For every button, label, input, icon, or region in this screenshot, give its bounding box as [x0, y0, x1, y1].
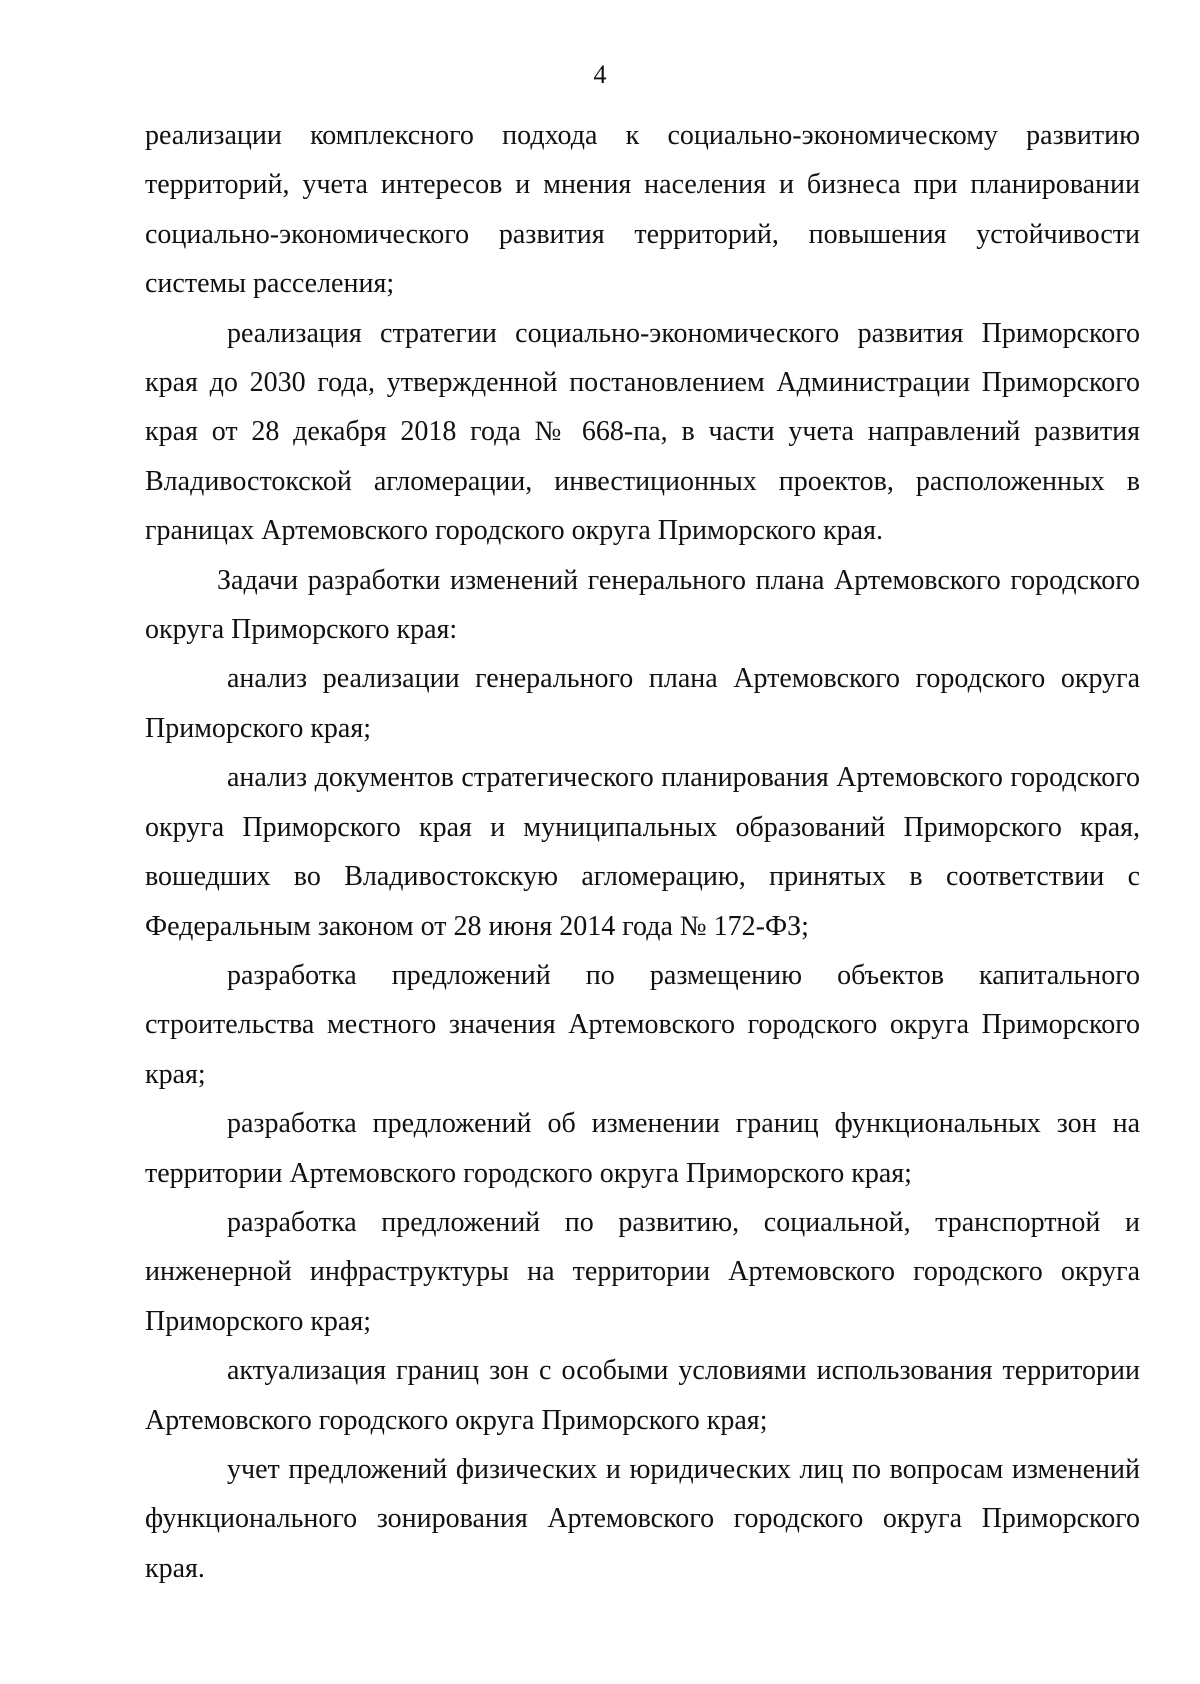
- paragraph-tasks-heading: Задачи разработки изменений генерального плана Артемовского городского округа Приморского края:: [145, 564, 1140, 646]
- paragraph-task-analysis-documents: анализ документов стратегического планирования Артемовского городского округа Приморского края и муниципальных образований Приморского края, вошедших во Владивостокскую агломерацию, принятых в соответствии с Федеральным законом от 28 июня 2014 года № 172-ФЗ;: [145, 762, 1140, 942]
- document-body: [145, 111, 1140, 1593]
- paragraph-task-analysis-plan: анализ реализации генерального плана Артемовского городского округа Приморского края;: [145, 663, 1140, 744]
- page-number: 4: [593, 60, 607, 89]
- paragraph-continuation: реализации комплексного подхода к социально-экономическому развитию территорий, учета интересов и мнения населения и бизнеса при планировании социально-экономического развития территорий, повышения устойчивости системы расселения;: [145, 120, 1140, 300]
- paragraph-task-functional-zones: разработка предложений об изменении границ функциональных зон на территории Артемовского городского округа Приморского края;: [145, 1108, 1140, 1189]
- paragraph-task-public-proposals: учет предложений физических и юридических лиц по вопросам изменений функционального зонирования Артемовского городского округа Приморского края.: [145, 1453, 1140, 1584]
- paragraph-task-special-zones: актуализация границ зон с особыми условиями использования территории Артемовского городского округа Приморского края;: [145, 1355, 1140, 1436]
- paragraph-task-capital-construction: разработка предложений по размещению объектов капитального строительства местного значения Артемовского городского округа Приморского края;: [145, 959, 1140, 1090]
- paragraph-strategy: реализация стратегии социально-экономического развития Приморского края до 2030 года, утвержденной постановлением Администрации Приморского края от 28 декабря 2018 года № 668-па, в части учета направлений развития Владивостокской агломерации, инвестиционных проектов, расположенных в границах Артемовского городского округа Приморского края.: [145, 317, 1140, 547]
- paragraph-task-infrastructure: разработка предложений по развитию, социальной, транспортной и инженерной инфраструктуры на территории Артемовского городского округа Приморского края;: [145, 1206, 1140, 1337]
